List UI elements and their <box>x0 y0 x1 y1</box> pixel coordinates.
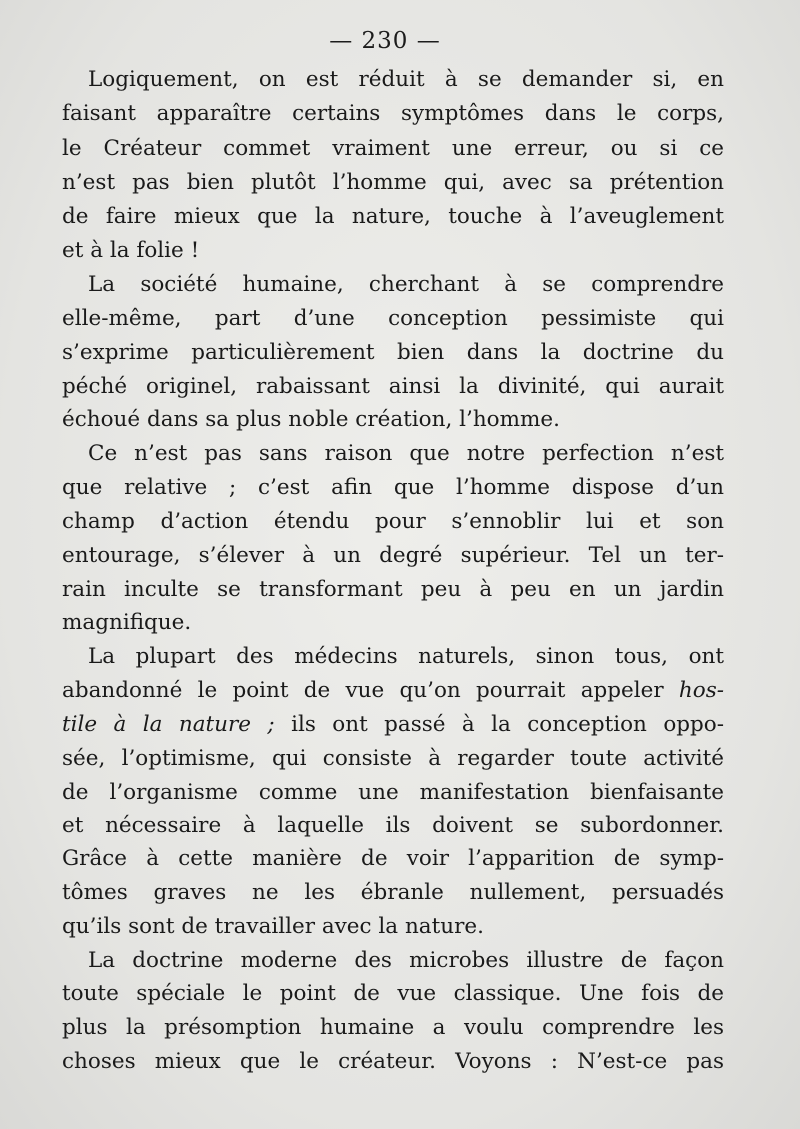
text-line: elle-même, part d’une conception pessimiste qui <box>62 306 724 331</box>
page-number: — 230 — <box>329 28 441 54</box>
text-line: Logiquement, on est réduit à se demander si, en <box>88 67 724 92</box>
text-line: entourage, s’élever à un degré supérieur. Tel un ter- <box>62 543 724 568</box>
text-line: de faire mieux que la nature, touche à l’aveuglement <box>62 204 724 229</box>
text-line: La plupart des médecins naturels, sinon tous, ont <box>88 644 724 669</box>
italic-text: tile à la nature ; <box>62 712 275 737</box>
text-line: Grâce à cette manière de voir l’apparition de symp- <box>62 846 724 871</box>
text-line: champ d’action étendu pour s’ennoblir lui et son <box>62 509 724 534</box>
text-line: magnifique. <box>62 610 192 635</box>
text-line: et nécessaire à laquelle ils doivent se subordonner. <box>62 813 724 838</box>
text-line: de l’organisme comme une manifestation bienfaisante <box>62 780 724 805</box>
text-line: échoué dans sa plus noble création, l’homme. <box>62 407 560 432</box>
text-line: choses mieux que le créateur. Voyons : N’est-ce pas <box>62 1049 724 1074</box>
text-line: La doctrine moderne des microbes illustre de façon <box>88 948 724 973</box>
text-line: et à la folie ! <box>62 238 200 263</box>
text-segment: ils ont passé à la conception oppo- <box>291 712 724 737</box>
text-line: Ce n’est pas sans raison que notre perfection n’est <box>88 441 724 466</box>
text-line <box>62 709 724 741</box>
text-line: toute spéciale le point de vue classique. Une fois de <box>62 981 724 1006</box>
text-line: péché originel, rabaissant ainsi la divinité, qui aurait <box>62 374 724 399</box>
text-line: La société humaine, cherchant à se comprendre <box>88 272 724 297</box>
text-line: n’est pas bien plutôt l’homme qui, avec sa prétention <box>62 170 724 195</box>
text-line: que relative ; c’est afin que l’homme dispose d’un <box>62 475 724 500</box>
text-line: tômes graves ne les ébranle nullement, persuadés <box>62 880 724 905</box>
text-line: s’exprime particulièrement bien dans la doctrine du <box>62 340 724 365</box>
text-line: rain inculte se transformant peu à peu en un jardin <box>62 577 724 602</box>
text-segment: abandonné le point de vue qu’on pourrait appeler <box>62 678 664 703</box>
text-line: qu’ils sont de travailler avec la nature. <box>62 914 484 939</box>
text-line <box>62 675 724 707</box>
text-line: faisant apparaître certains symptômes dans le corps, <box>62 101 724 126</box>
text-line: plus la présomption humaine a voulu comprendre les <box>62 1015 724 1040</box>
text-line: le Créateur commet vraiment une erreur, ou si ce <box>62 136 724 161</box>
text-line: sée, l’optimisme, qui consiste à regarder toute activité <box>62 746 724 771</box>
italic-text: hos- <box>678 678 724 703</box>
